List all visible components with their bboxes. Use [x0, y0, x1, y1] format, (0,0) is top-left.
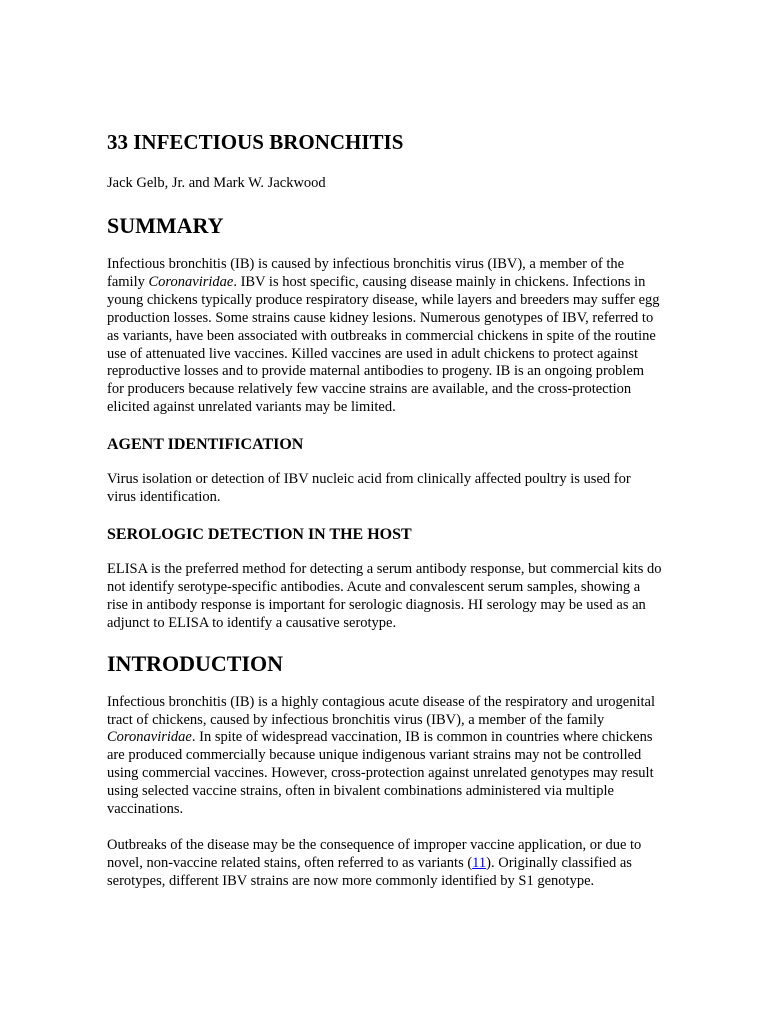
- family-name: Coronaviridae: [148, 273, 234, 290]
- introduction-heading: INTRODUCTION: [107, 650, 284, 676]
- authors: Jack Gelb, Jr. and Mark W. Jackwood: [107, 175, 326, 191]
- summary-text-start: Infectious bronchitis (IB) is caused by infectious bronchitis virus (IBV), a member of the family: [107, 256, 625, 290]
- agent-identification-paragraph: Virus isolation or detection of IBV nucleic acid from clinically affected poultry is used for virus identification.: [107, 471, 631, 506]
- serologic-detection-paragraph: ELISA is the preferred method for detecting a serum antibody response, but commercial kits do not identify serotype-specific antibodies. Acute and convalescent serum samples, showing a rise in antibody response is important for serologic diagnosis. HI serology may be used as an adjunct to ELISA to identify a causative serotype.: [107, 560, 662, 631]
- intro-text-end: . In spite of widespread vaccination, IB is common in countries where chickens are produced commercially because unique indigenous variant strains may not be controlled using commercial vaccines. However, cross-protection against unrelated genotypes may result using selected vaccine strains, often in bivalent combinations administered via multiple vaccinations.: [107, 729, 654, 818]
- introduction-paragraph-1: [107, 694, 663, 819]
- intro-text-start: Infectious bronchitis (IB) is a highly contagious acute disease of the respiratory and urogenital tract of chickens, caused by infectious bronchitis virus (IBV), a member of the family: [107, 693, 656, 728]
- introduction-paragraph-2: [107, 837, 663, 891]
- document-page: [107, 128, 663, 891]
- serologic-detection-heading: SEROLOGIC DETECTION IN THE HOST: [107, 525, 412, 543]
- chapter-title: 33 INFECTIOUS BRONCHITIS: [107, 130, 404, 154]
- intro-p2-start: Outbreaks of the disease may be the consequence of improper vaccine application, or due to novel, non-vaccine related stains, often referred to as variants (: [107, 836, 642, 871]
- reference-link[interactable]: 11: [472, 854, 487, 871]
- summary-text-end: . IBV is host specific, causing disease mainly in chickens. Infections in young chickens typically produce respiratory disease, while layers and breeders may suffer egg production losses. Some strains cause kidney lesions. Numerous genotypes of IBV, referred to as variants, have been associated with outbreaks in commercial chickens in spite of the routine use of attenuated live vaccines. Killed vaccines are used in adult chickens to protect against reproductive losses and to provide maternal antibodies to progeny. IB is an ongoing problem for producers because relatively few vaccine strains are available, and the cross-protection elicited against unrelated variants may be limited.: [107, 273, 660, 416]
- family-name: Coronaviridae: [107, 729, 192, 746]
- summary-paragraph: [107, 256, 663, 417]
- intro-p2-end: ). Originally classified as serotypes, different IBV strains are now more commonly identified by S1 genotype.: [107, 854, 632, 889]
- summary-heading: SUMMARY: [107, 213, 224, 238]
- agent-identification-heading: AGENT IDENTIFICATION: [107, 436, 304, 454]
